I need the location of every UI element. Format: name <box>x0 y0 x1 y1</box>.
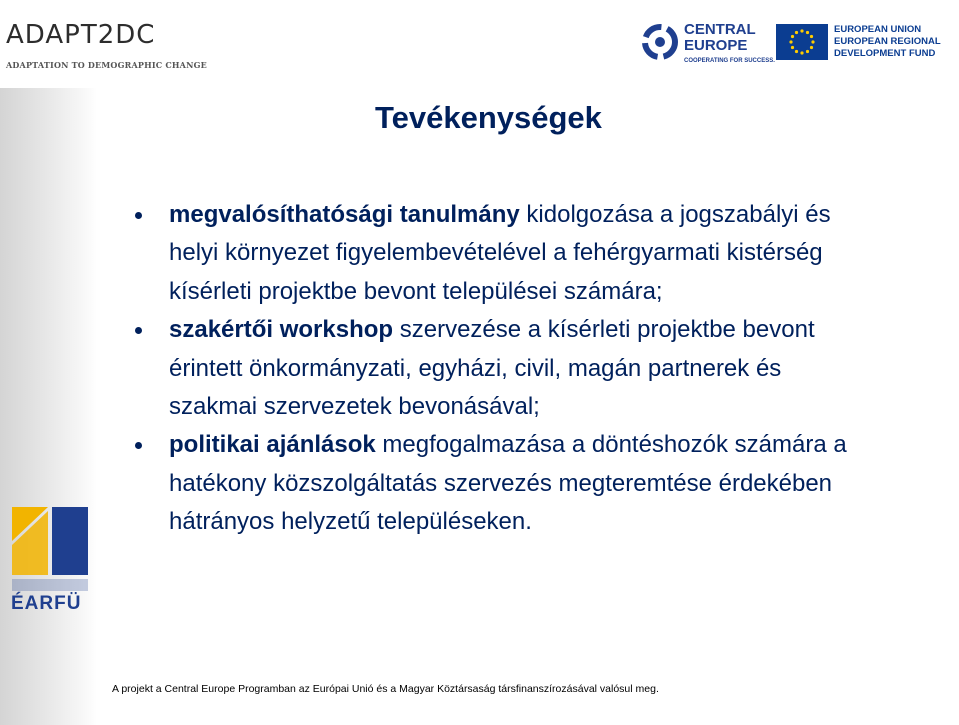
bullet-text: szervezése a kísérleti projektbe bevont érintett önkormányzati, egyházi, civil, magán partnerek és szakmai szervezetek bevonásával; <box>169 316 815 421</box>
eu-line2: EUROPEAN REGIONAL <box>834 36 941 47</box>
central-europe-line1: CENTRAL <box>684 21 756 38</box>
eu-line3: DEVELOPMENT FUND <box>834 48 936 59</box>
bullet-item <box>135 311 850 426</box>
bullet-item <box>135 196 850 311</box>
bullet-bold-phrase: szakértői workshop <box>169 316 394 344</box>
earfu-logo <box>8 505 93 615</box>
bullet-bold-phrase: politikai ajánlások <box>169 431 376 459</box>
bullet-dot-icon <box>135 327 142 334</box>
slide-title: Tevékenységek <box>375 100 602 135</box>
central-europe-swirl-icon <box>640 22 680 62</box>
eu-flag-icon <box>776 24 828 60</box>
bullet-text: kidolgozása a jogszabályi és helyi környezet figyelembevételével a fehérgyarmati kistérség kísérleti projektbe bevont települései számára; <box>169 201 831 305</box>
adapt2dc-logo <box>6 8 207 74</box>
central-europe-tagline: COOPERATING FOR SUCCESS. <box>684 58 775 64</box>
eu-line1: EUROPEAN UNION <box>834 24 922 35</box>
footer-funding-note: A projekt a Central Europe Programban az Európai Unió és a Magyar Köztársaság társfinanszírozásával valósul meg. <box>112 683 659 695</box>
bullet-bold-phrase: megvalósíthatósági tanulmány <box>169 201 520 228</box>
central-europe-wordmark <box>684 22 756 54</box>
bullet-dot-icon <box>135 442 142 449</box>
adapt2dc-logo-text: ADAPT2DC <box>6 20 156 50</box>
bullet-text: megfogalmazása a döntéshozók számára a hatékony közszolgáltatás szervezés megteremtése érdekében hátrányos helyzetű településeken. <box>169 431 847 536</box>
bullet-item <box>135 426 850 541</box>
eu-stars-icon <box>776 24 828 60</box>
earfu-logo-text: ÉARFÜ <box>11 593 82 614</box>
eu-erdf-text <box>834 24 941 60</box>
left-decorative-strip <box>0 88 97 725</box>
bullet-dot-icon <box>135 212 142 219</box>
eu-erdf-logo <box>776 18 941 68</box>
central-europe-line2: EUROPE <box>684 37 748 54</box>
bullet-list <box>135 196 850 542</box>
earfu-emblem-icon <box>8 505 93 593</box>
adapt2dc-tagline: ADAPTATION TO DEMOGRAPHIC CHANGE <box>6 60 207 70</box>
central-europe-logo <box>640 18 775 70</box>
